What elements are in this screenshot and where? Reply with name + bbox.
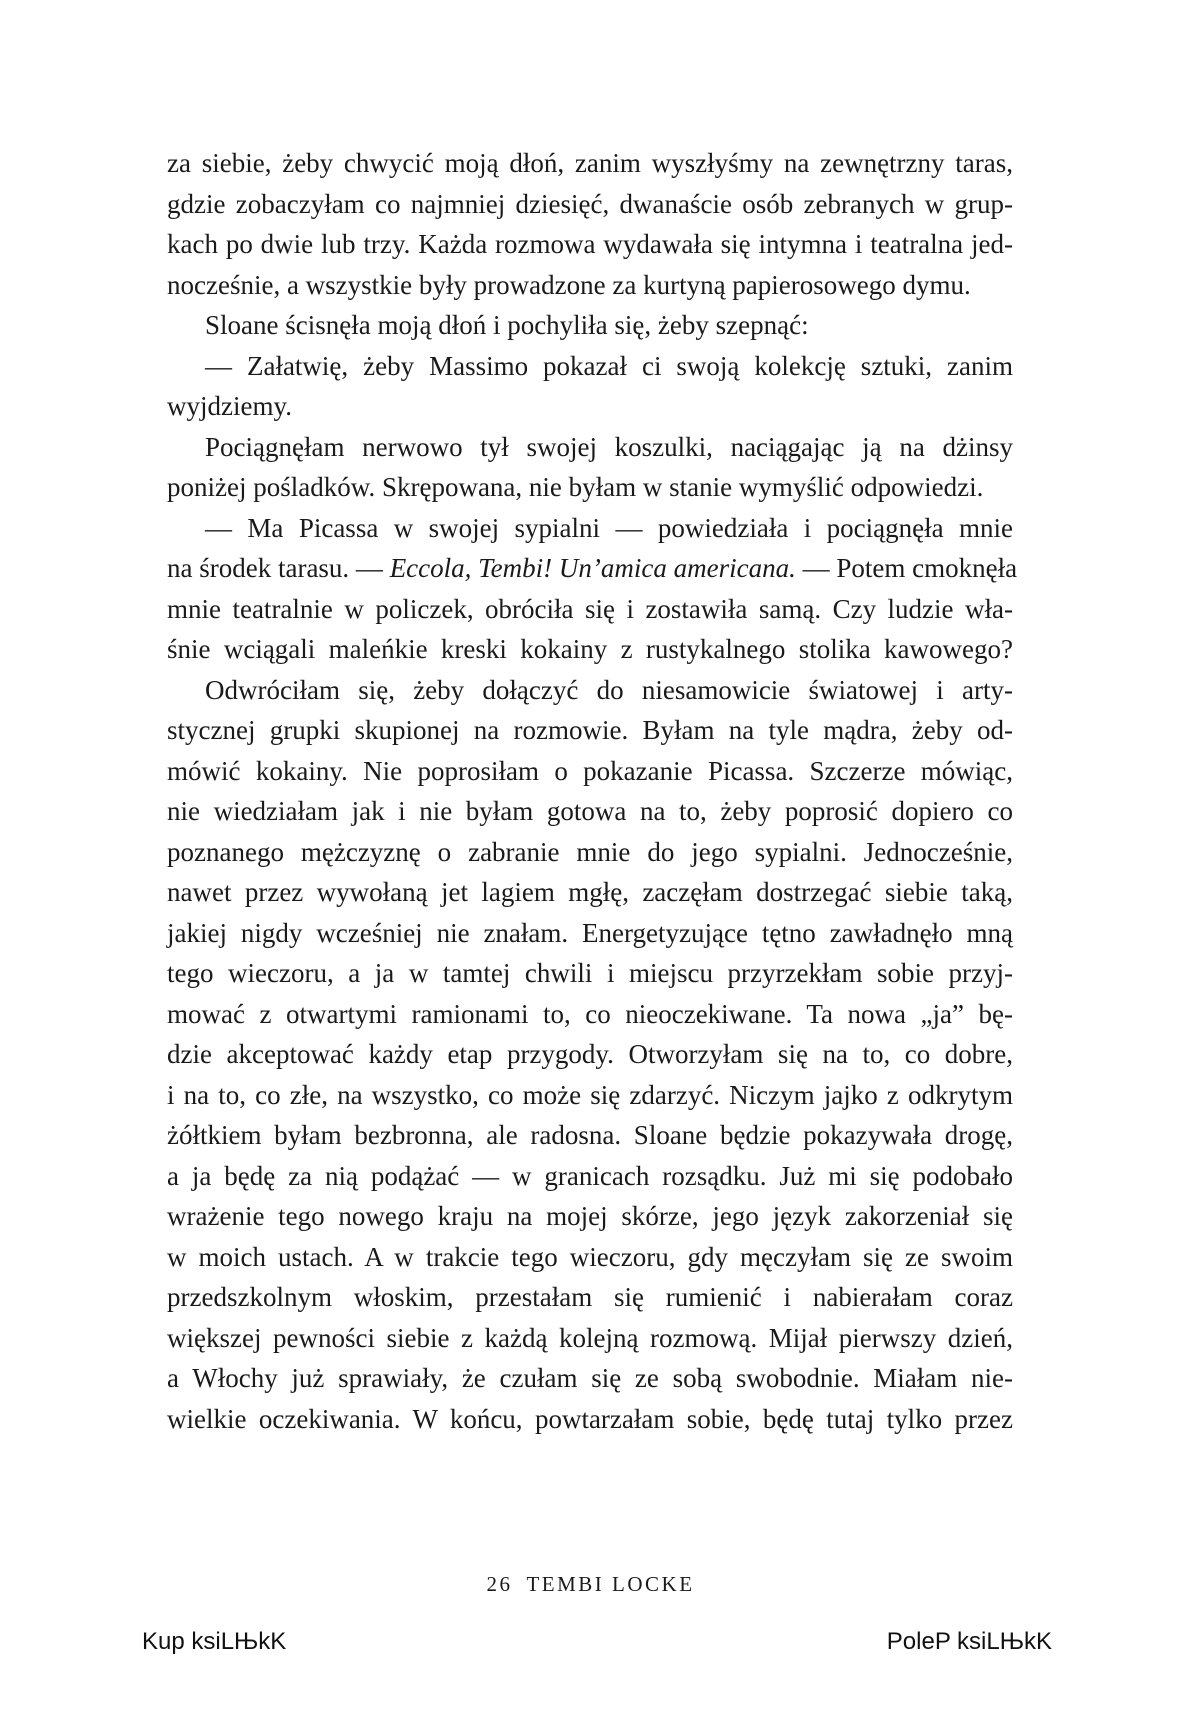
text-line: poniżej pośladków. Skrępowana, nie byłam w stanie wymyślić odpowiedzi.: [167, 472, 984, 502]
body-text: [167, 143, 1018, 1439]
buy-book-link[interactable]: Kup ksiLЊkK: [142, 1628, 287, 1655]
text-line: a ja będę za nią podążać — w granicach rozsądku. Już mi się podobało: [167, 1160, 1013, 1191]
text-line: nawet przez wywołaną jet lagiem mgłę, zaczęłam dostrzegać siebie taką,: [167, 877, 1013, 907]
text-line: mować z otwartymi ramionami to, co nieoczekiwane. Ta nowa „ja” bę-: [167, 998, 1013, 1029]
text-line: wrażenie tego nowego kraju na mojej skórze, jego język zakorzeniał się: [167, 1201, 1013, 1231]
text-line: mówić kokainy. Nie poprosiłam o pokazanie Picassa. Szczerze mówiąc,: [167, 755, 1013, 786]
text-line: — Ma Picassa w swojej sypialni — powiedziała i pociągnęła mnie: [205, 512, 1013, 543]
text-line: — Załatwię, żeby Massimo pokazał ci swoją kolekcję sztuki, zanim: [205, 350, 1013, 381]
text-line: gdzie zobaczyłam co najmniej dziesięć, dwanaście osób zebranych w grup-: [167, 188, 1013, 219]
text-line: Odwróciłam się, żeby dołączyć do niesamowicie światowej i arty-: [205, 674, 1013, 705]
text-segment: — Potem cmoknęła: [795, 553, 1018, 583]
text-line: nocześnie, a wszystkie były prowadzone za kurtyną papierosowego dymu.: [167, 269, 971, 300]
text-line: w moich ustach. A w trakcie tego wieczoru, gdy męczyłam się ze swoim: [167, 1241, 1013, 1272]
text-line: większej pewności siebie z każdą kolejną rozmową. Mijał pierwszy dzień,: [167, 1322, 1013, 1353]
page-folio: [0, 1572, 1181, 1597]
text-line: poznanego mężczyznę o zabranie mnie do jego sypialni. Jednocześnie,: [167, 836, 1013, 867]
text-line: wyjdziemy.: [167, 391, 292, 421]
text-segment: na środek tarasu. —: [167, 553, 390, 583]
text-line: kach po dwie lub trzy. Każda rozmowa wydawała się intymna i teatralna jed-: [167, 229, 1013, 259]
running-head: TEMBI LOCKE: [526, 1572, 695, 1596]
text-line: jakiej nigdy wcześniej nie znałam. Energetyzujące tętno zawładnęło mną: [167, 917, 1013, 948]
italic-quote: Eccola, Tembi! Un’amica americana.: [389, 553, 796, 583]
text-line: Pociągnęłam nerwowo tył swojej koszulki, naciągając ją na dżinsy: [205, 431, 1013, 462]
text-line: przedszkolnym włoskim, przestałam się rumienić i nabierałam coraz: [167, 1282, 1013, 1312]
text-line: dzie akceptować każdy etap przygody. Otworzyłam się na to, co dobre,: [167, 1039, 1013, 1069]
text-line: Sloane ścisnęła moją dłoń i pochyliła się, żeby szepnąć:: [205, 310, 809, 340]
text-line-with-italic: [167, 548, 1018, 589]
text-line: a Włochy już sprawiały, że czułam się ze sobą swobodnie. Miałam nie-: [167, 1363, 1013, 1393]
text-line: za siebie, żeby chwycić moją dłoń, zanim wyszłyśmy na zewnętrzny taras,: [167, 148, 1013, 178]
page-number: 26: [486, 1572, 513, 1596]
text-line: żółtkiem byłam bezbronna, ale radosna. Sloane będzie pokazywała drogę,: [167, 1120, 1013, 1150]
text-line: tego wieczoru, a ja w tamtej chwili i miejscu przyrzekłam sobie przyj-: [167, 958, 1013, 988]
text-line: mnie teatralnie w policzek, obróciła się i zostawiła samą. Czy ludzie wła-: [167, 593, 1013, 624]
text-line: nie wiedziałam jak i nie byłam gotowa na to, żeby poprosić dopiero co: [167, 796, 1013, 826]
text-line: śnie wciągali maleńkie kreski kokainy z rustykalnego stolika kawowego?: [167, 634, 1013, 664]
text-line: stycznej grupki skupionej na rozmowie. Byłam na tyle mądra, żeby od-: [167, 715, 1013, 745]
text-line: wielkie oczekiwania. W końcu, powtarzałam sobie, będę tutaj tylko przez: [167, 1403, 1013, 1434]
recommend-book-link[interactable]: PoleP ksiLЊkK: [886, 1628, 1052, 1655]
text-line: i na to, co złe, na wszystko, co może się zdarzyć. Niczym jajko z odkrytym: [167, 1079, 1013, 1110]
